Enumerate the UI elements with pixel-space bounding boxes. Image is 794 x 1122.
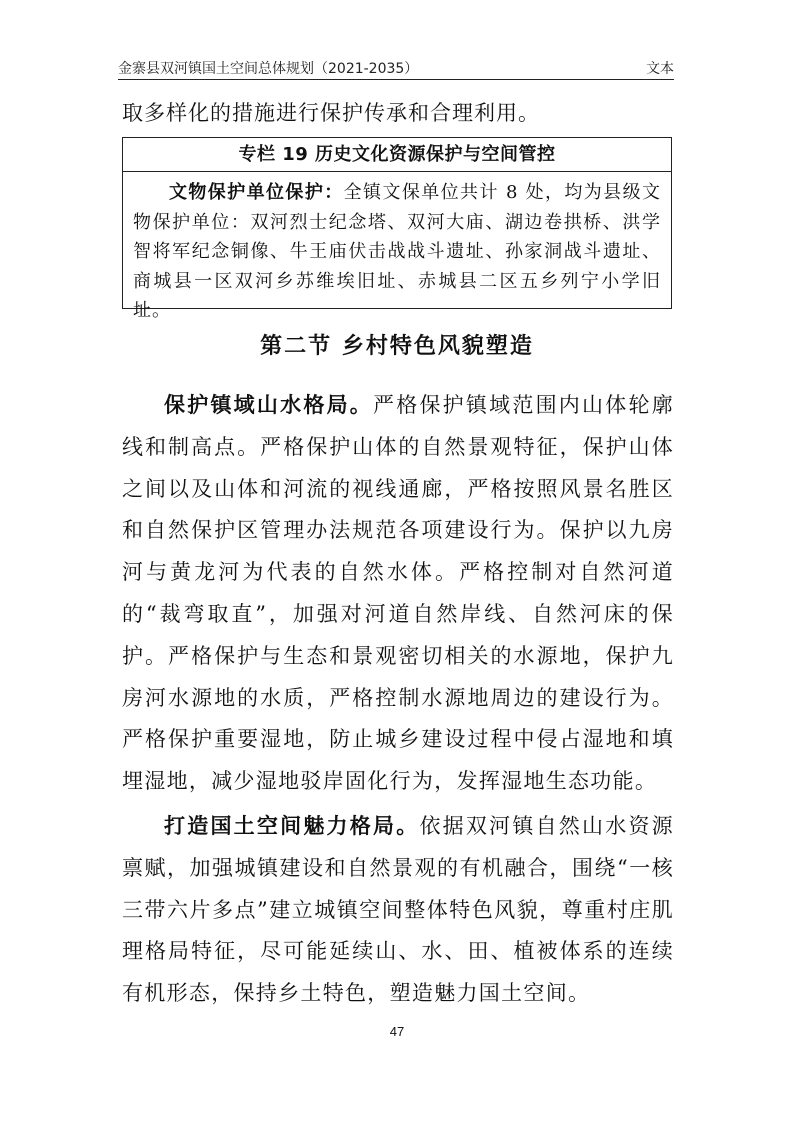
feature-box xyxy=(122,137,672,321)
page-header xyxy=(118,54,674,78)
box-lead: 文物保护单位保护： xyxy=(169,182,344,203)
box-title: 专栏 19 历史文化资源保护与空间管控 xyxy=(123,138,671,172)
box-body xyxy=(123,172,671,326)
box-text: 全镇文保单位共计 8 处，均为县级文物保护单位：双河烈士纪念塔、双河大庙、湖边卷拱桥、洪学智将军纪念铜像、牛王庙伏击战战斗遗址、孙家洞战斗遗址、商城县一区双河乡苏维埃旧址、赤城县二区五乡列宁小学旧址。 xyxy=(133,182,661,321)
section-title: 第二节 乡村特色风貌塑造 xyxy=(260,334,534,359)
page-number: 47 xyxy=(389,1024,405,1039)
continued-paragraph: 取多样化的措施进行保护传承和合理利用。 xyxy=(122,101,540,125)
paragraph-lead: 保护镇域山水格局。 xyxy=(164,393,374,417)
paragraph-landscape-pattern xyxy=(122,385,674,803)
paragraph-charm-pattern xyxy=(122,806,674,1015)
paragraph-text: 严格保护镇域范围内山体轮廓线和制高点。严格保护山体的自然景观特征，保护山体之间以及山体和河流的视线通廊，严格按照风景名胜区和自然保护区管理办法规范各项建设行为。保护以九房河与黄龙河为代表的自然水体。严格控制对自然河道的“裁弯取直”，加强对河道自然岸线、自然河床的保护。严格保护与生态和景观密切相关的水源地，保护九房河水源地的水质，严格控制水源地周边的建设行为。严格保护重要湿地，防止城乡建设过程中侵占湿地和填埋湿地，减少湿地驳岸固化行为，发挥湿地生态功能。 xyxy=(122,393,674,794)
paragraph-lead: 打造国土空间魅力格局。 xyxy=(164,814,420,838)
paragraph-text: 依据双河镇自然山水资源禀赋，加强城镇建设和自然景观的有机融合，围绕“一核三带六片多点”建立城镇空间整体特色风貌，尊重村庄肌理格局特征，尽可能延续山、水、田、植被体系的连续有机形态，保持乡土特色，塑造魅力国土空间。 xyxy=(122,814,674,1006)
header-doc-type: 文本 xyxy=(646,61,674,77)
header-divider xyxy=(118,79,674,80)
header-title: 金寨县双河镇国土空间总体规划（2021-2035） xyxy=(118,61,419,77)
